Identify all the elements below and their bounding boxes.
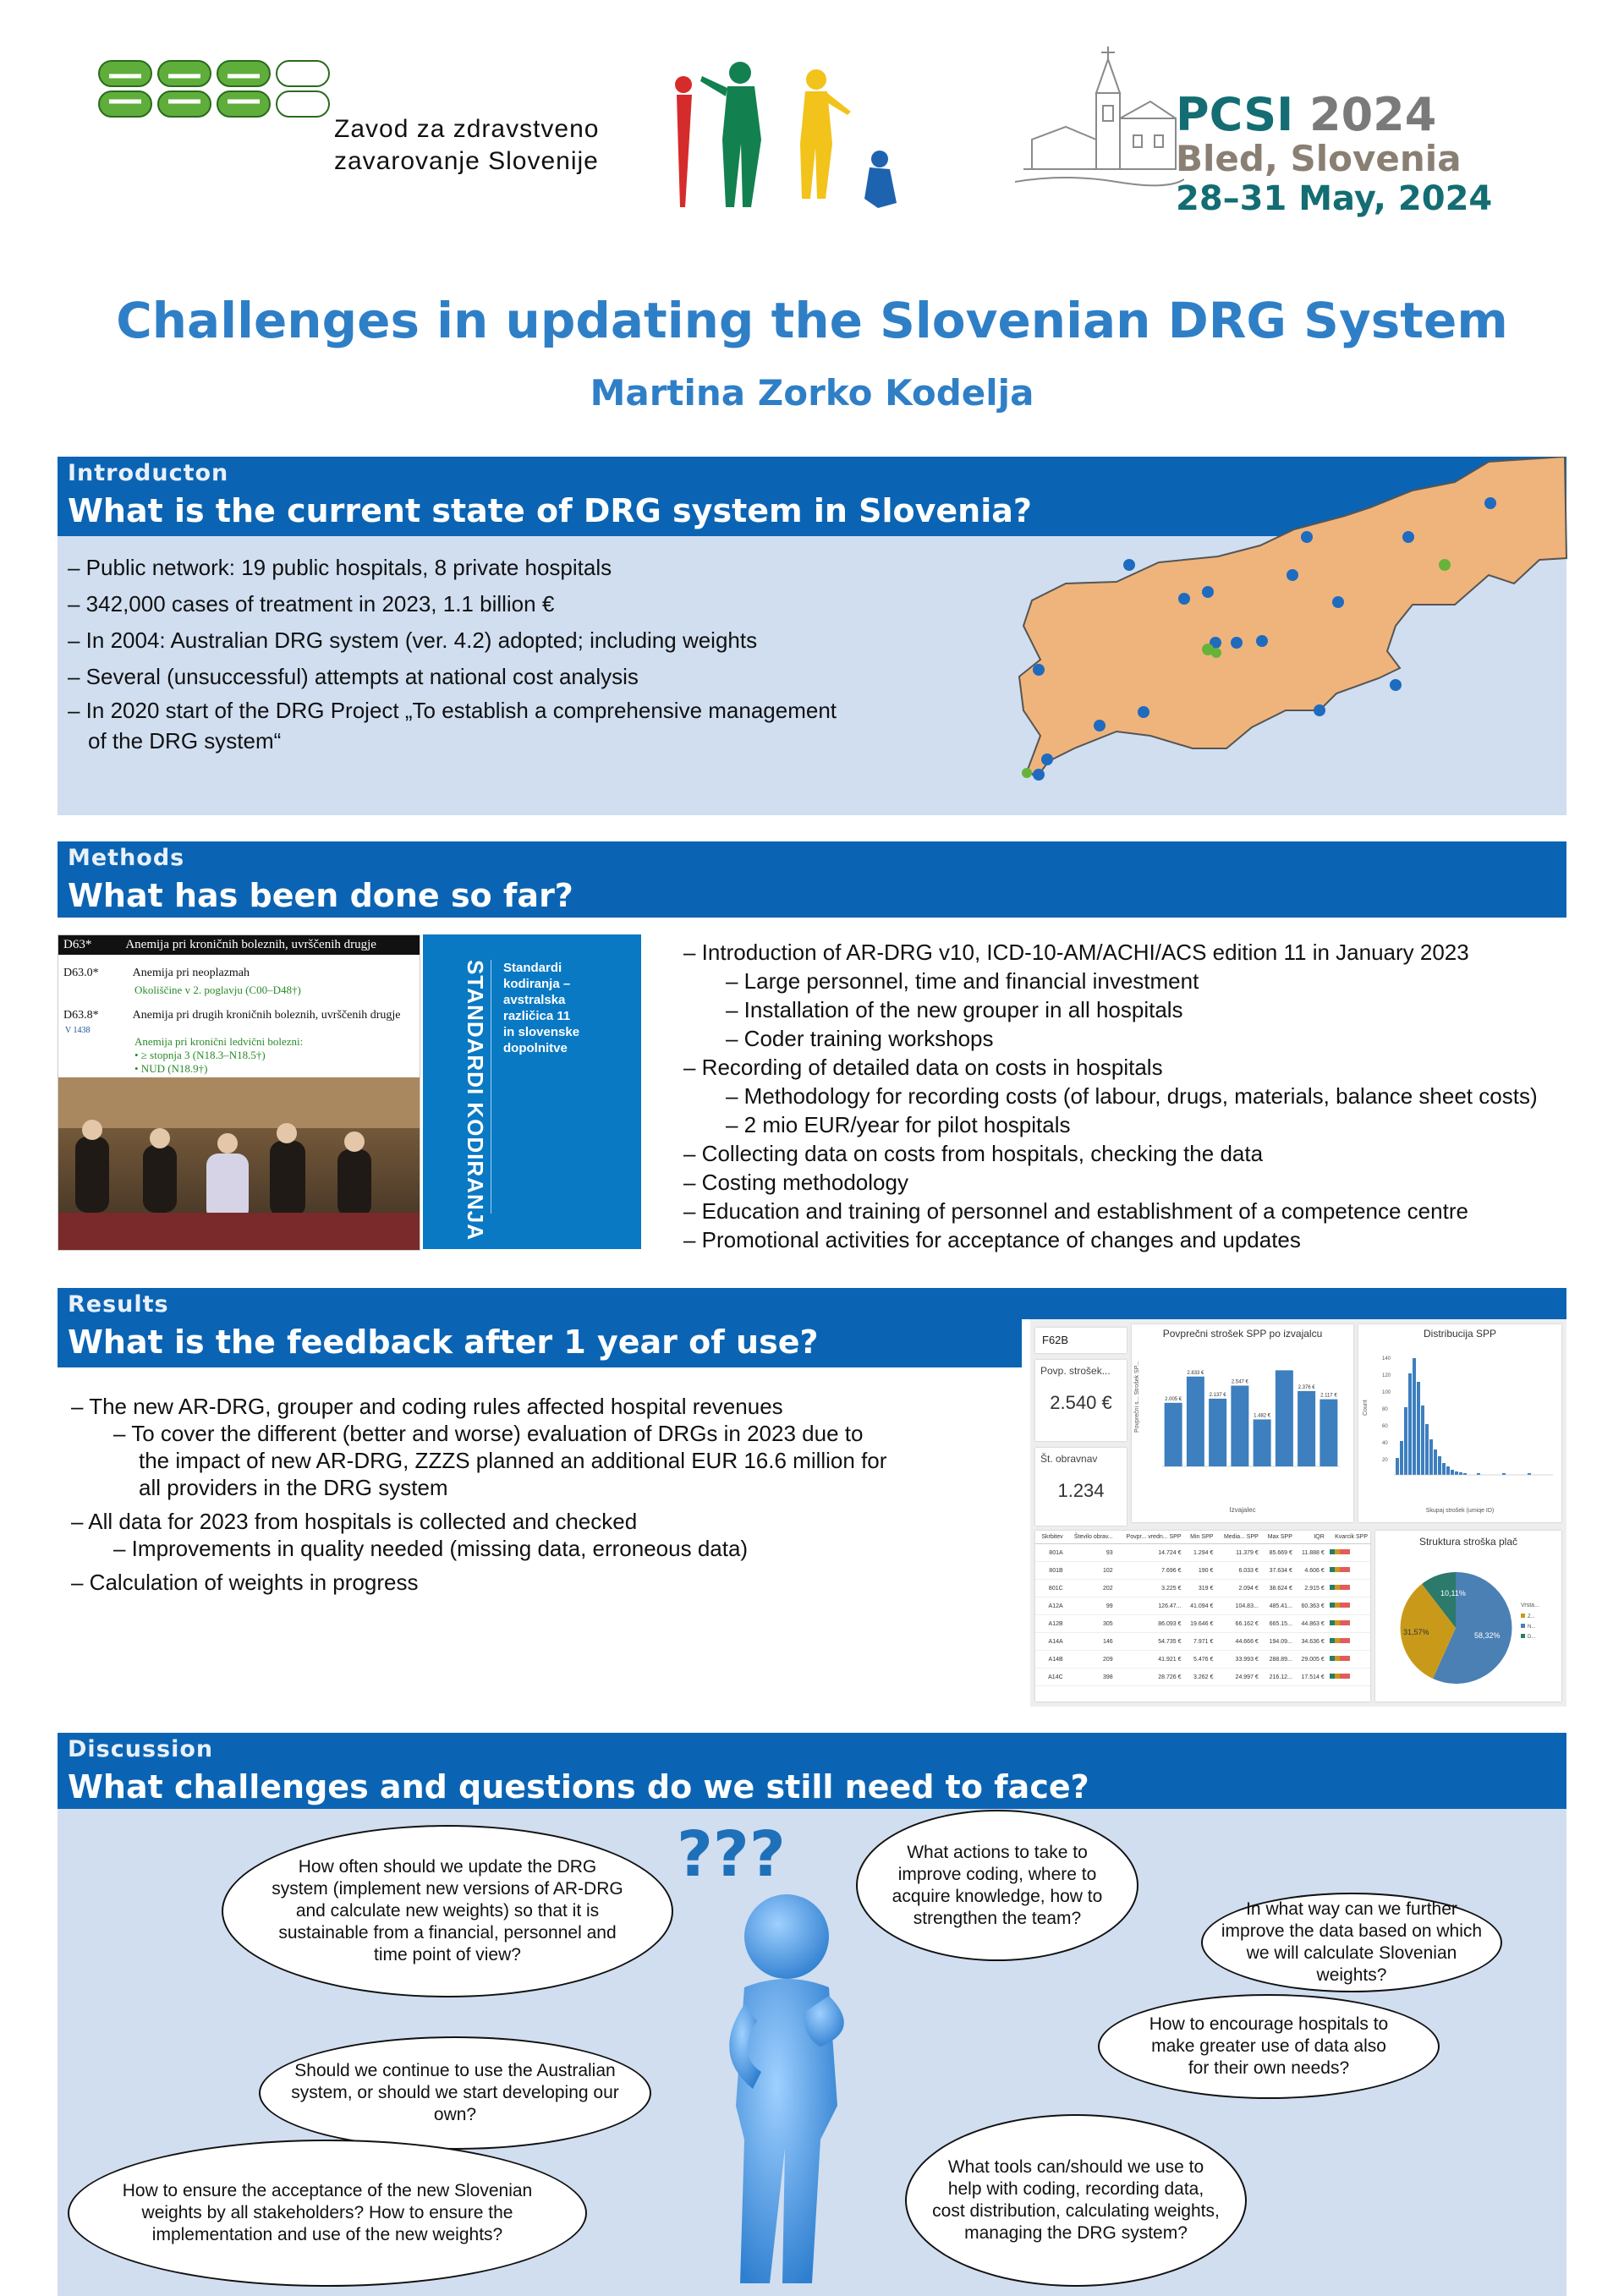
bar-value-label: 1.482 € <box>1254 1413 1271 1419</box>
quartile-bar <box>1327 1544 1370 1562</box>
pie-label: 10,11% <box>1440 1589 1466 1597</box>
results-bullet: – To cover the different (better and worse) evaluation of DRGs in 2023 due to <box>113 1421 864 1446</box>
table-cell: 4.606 € <box>1295 1562 1327 1580</box>
hist-ytick: 40 <box>1382 1441 1388 1446</box>
pie-chart <box>1375 1548 1561 1700</box>
img-code: D63.8* <box>63 1009 99 1022</box>
img-green: • ≥ stopnja 3 (N18.3–N18.5†) <box>134 1049 266 1061</box>
table-cell: 6.033 € <box>1215 1562 1260 1580</box>
table-cell: 3.225 € <box>1116 1580 1184 1597</box>
bar-chart-title: Povprečni strošek SPP po izvajalcu <box>1162 1328 1323 1340</box>
quartile-bar <box>1327 1633 1370 1651</box>
histogram-panel <box>1358 1324 1561 1522</box>
methods-bullets <box>683 938 1563 1254</box>
bubble-text: How to ensure the acceptance of the new Slovenian weights by all stakeholders? How to ensure the implementation and use of the new weights? <box>122 2181 533 2244</box>
table-cell: 3.262 € <box>1184 1669 1216 1686</box>
table-cell: 1.294 € <box>1184 1544 1216 1562</box>
table-cell: 41.921 € <box>1116 1651 1184 1669</box>
pie-label: 31,57% <box>1403 1628 1429 1636</box>
results-bullets <box>71 1393 1018 1596</box>
discussion-label: Discussion <box>68 1736 214 1762</box>
table-cell: 305 <box>1066 1615 1116 1633</box>
zzzs-logo <box>97 59 334 118</box>
table-cell: 37.634 € <box>1261 1562 1295 1580</box>
poster-author: Martina Zorko Kodelja <box>590 372 1034 414</box>
bar <box>1298 1391 1315 1466</box>
results-body <box>58 1367 1022 1714</box>
table-cell: 66.162 € <box>1215 1615 1260 1633</box>
intro-bullet: – In 2020 start of the DRG Project „To establish a comprehensive management <box>68 698 837 723</box>
results-header <box>58 1288 1022 1367</box>
pie-legend-item: D... <box>1528 1635 1536 1640</box>
table-cell: 485.41... <box>1261 1597 1295 1615</box>
methods-bullet: – Coder training workshops <box>726 1026 994 1051</box>
org-line2: zavarovanje Slovenije <box>334 147 599 175</box>
img-green: Anemija pri kronični ledvični bolezni: <box>134 1035 304 1048</box>
bar-xlabel: Izvajalec <box>1229 1506 1256 1514</box>
pie-legend-item: Z... <box>1528 1614 1535 1619</box>
table-cell: A12B <box>1035 1615 1066 1633</box>
table-cell: 44.863 € <box>1295 1615 1327 1633</box>
drg-code: F62B <box>1042 1334 1069 1346</box>
table-row <box>1035 1615 1370 1633</box>
table-cell: 2.915 € <box>1295 1580 1327 1597</box>
hist-ylabel: Count <box>1363 1400 1369 1416</box>
question-marks: ??? <box>677 1818 786 1891</box>
cover-subtitle <box>503 960 579 1056</box>
table-cell: 7.696 € <box>1116 1562 1184 1580</box>
results-label: Results <box>68 1291 169 1318</box>
bar <box>1276 1370 1293 1466</box>
histogram <box>1358 1340 1561 1517</box>
table-cell: 24.997 € <box>1215 1669 1260 1686</box>
methods-bullet: – Promotional activities for acceptance of changes and updates <box>683 1227 1301 1252</box>
intro-bullet: – Several (unsuccessful) attempts at national cost analysis <box>68 664 639 689</box>
results-bullet: – Calculation of weights in progress <box>71 1570 419 1595</box>
methods-label: Methods <box>68 845 185 871</box>
speech-bubble <box>1098 1994 1440 2099</box>
methods-bullet: – Methodology for recording costs (of labour, drugs, materials, balance sheet costs) <box>726 1083 1538 1109</box>
img-green: Okoliščine v 2. poglavju (C00–D48†) <box>134 984 301 996</box>
img-text: Anemija pri drugih kroničnih boleznih, uvrščenih drugje <box>132 1009 401 1022</box>
methods-header <box>58 841 1566 918</box>
table-cell: 99 <box>1066 1597 1116 1615</box>
results-bullet: – The new AR-DRG, grouper and coding rules affected hospital revenues <box>71 1394 783 1419</box>
kpi-value: 1.234 <box>1057 1480 1105 1501</box>
bar-value-label: 2.833 € <box>1187 1370 1204 1376</box>
pie-title: Struktura stroška plač <box>1418 1536 1518 1548</box>
quartile-bar <box>1327 1615 1370 1633</box>
table-cell: A14C <box>1035 1669 1066 1686</box>
quartile-bar <box>1327 1651 1370 1669</box>
table-row <box>1035 1651 1370 1669</box>
table-cell: 93 <box>1066 1544 1116 1562</box>
table-cell: 38.624 € <box>1261 1580 1295 1597</box>
table-cell: 216.12... <box>1261 1669 1295 1686</box>
bubble-text: In what way can we further improve the data based on which we will calculate Slovenian weights? <box>1221 1899 1483 1985</box>
methods-heading: What has been done so far? <box>68 877 573 914</box>
table-header-row <box>1035 1531 1370 1544</box>
bar <box>1209 1399 1226 1466</box>
intro-label: Introducton <box>68 460 229 486</box>
table-cell: 194.09... <box>1261 1633 1295 1651</box>
table-cell: A14B <box>1035 1651 1066 1669</box>
methods-bullet: – Introduction of AR-DRG v10, ICD-10-AM/ACHI/ACS edition 11 in January 2023 <box>683 940 1469 965</box>
table-cell: 33.993 € <box>1215 1651 1260 1669</box>
pie-legend-title: Vrsta... <box>1521 1603 1539 1608</box>
bar-ylabel: Povprečni s... Strošek SP... <box>1134 1361 1140 1433</box>
table-cell: 86.093 € <box>1116 1615 1184 1633</box>
hist-ytick: 100 <box>1382 1390 1391 1395</box>
speech-bubble <box>259 2036 651 2150</box>
thinking-figure <box>677 1886 897 2292</box>
kpi-avg-cost <box>1035 1360 1127 1441</box>
table-cell: 11.888 € <box>1295 1544 1327 1562</box>
conf-place: Bled, Slovenia <box>1176 138 1462 179</box>
table-cell: 85.669 € <box>1261 1544 1295 1562</box>
img-code: D63.0* <box>63 967 99 979</box>
table-cell: 44.666 € <box>1215 1633 1260 1651</box>
bubble-text: What tools can/should we use to help with coding, recording data, cost distribution, calculating weights, managing the DRG system? <box>932 2157 1220 2243</box>
table-row <box>1035 1633 1370 1651</box>
bubble-text: How to encourage hospitals to make greater use of data also for their own needs? <box>1149 2014 1389 2078</box>
hist-xlabel: Skupaj strošek (umiqe ID) <box>1425 1508 1495 1514</box>
methods-bullet: – Collecting data on costs from hospitals, checking the data <box>683 1141 1264 1166</box>
bar <box>1231 1385 1248 1466</box>
cover-subtitle-line: avstralska <box>503 993 566 1007</box>
speech-bubble <box>222 1825 673 1997</box>
methods-bullet: – Costing methodology <box>683 1170 908 1195</box>
pie-chart-panel <box>1375 1531 1561 1701</box>
cover-subtitle-line: Standardi <box>503 961 562 975</box>
bar-value-label: 2.376 € <box>1298 1384 1315 1390</box>
table-header-cell: Število obrav... <box>1066 1531 1116 1544</box>
bar-chart-panel <box>1132 1324 1353 1522</box>
table-cell: 288.89... <box>1261 1651 1295 1669</box>
workshop-photo <box>58 1077 420 1250</box>
table-cell: 54.735 € <box>1116 1633 1184 1651</box>
conference-info <box>1176 88 1493 218</box>
quartile-bar <box>1327 1562 1370 1580</box>
hist-ytick: 80 <box>1382 1407 1388 1412</box>
bar <box>1165 1403 1182 1466</box>
table-cell: 801C <box>1035 1580 1066 1597</box>
results-bullet: the impact of new AR-DRG, ZZZS planned an additional EUR 16.6 million for <box>139 1448 887 1473</box>
table-cell: 19.646 € <box>1184 1615 1216 1633</box>
intro-bullets <box>68 550 1023 756</box>
methods-bullet: – 2 mio EUR/year for pilot hospitals <box>726 1112 1071 1137</box>
table-cell: A14A <box>1035 1633 1066 1651</box>
table-row <box>1035 1580 1370 1597</box>
bubble-text: What actions to take to improve coding, where to acquire knowledge, how to strengthen the team? <box>892 1842 1103 1928</box>
table-cell: 41.094 € <box>1184 1597 1216 1615</box>
discussion-heading: What challenges and questions do we still need to face? <box>68 1768 1089 1806</box>
table-cell: 34.636 € <box>1295 1633 1327 1651</box>
intro-bullet: – 342,000 cases of treatment in 2023, 1.1 billion € <box>68 591 555 616</box>
table-cell: 319 € <box>1184 1580 1216 1597</box>
table-cell: 801B <box>1035 1562 1066 1580</box>
table-header-cell: IQR <box>1295 1531 1327 1544</box>
methods-bullet: – Installation of the new grouper in all hospitals <box>726 997 1183 1022</box>
results-header-strip <box>1022 1288 1566 1319</box>
org-name <box>334 113 599 178</box>
cover-vertical-title: STANDARDI KODIRANJA <box>463 960 488 1241</box>
poster-title: Challenges in updating the Slovenian DRG System <box>116 292 1508 349</box>
table-row <box>1035 1669 1370 1686</box>
table-header-cell: Skrbitev <box>1035 1531 1066 1544</box>
quartile-bar <box>1327 1580 1370 1597</box>
hist-ytick: 120 <box>1382 1373 1391 1378</box>
slovenia-map <box>1015 457 1573 815</box>
bar-value-label: 2.137 € <box>1209 1392 1226 1398</box>
kpi-cases <box>1035 1448 1127 1526</box>
img-text: Anemija pri neoplazmah <box>132 967 250 979</box>
histogram-title: Distribucija SPP <box>1423 1328 1497 1340</box>
table-cell: 146 <box>1066 1633 1116 1651</box>
quartile-bar <box>1327 1597 1370 1615</box>
hist-ytick: 140 <box>1382 1356 1391 1362</box>
table-header-cell: Min SPP <box>1184 1531 1216 1544</box>
table-header-cell: Kvarcik SPP <box>1327 1531 1370 1544</box>
bar <box>1320 1400 1337 1466</box>
table-cell: A12A <box>1035 1597 1066 1615</box>
results-bullet: all providers in the DRG system <box>139 1475 448 1500</box>
table-row <box>1035 1544 1370 1562</box>
cover-subtitle-line: dopolnitve <box>503 1041 568 1055</box>
table-cell: 7.971 € <box>1184 1633 1216 1651</box>
results-bullet: – All data for 2023 from hospitals is collected and checked <box>71 1509 638 1534</box>
methods-bullet: – Education and training of personnel and establishment of a competence centre <box>683 1198 1468 1224</box>
img-header-text: Anemija pri kroničnih boleznih, uvrščenih drugje <box>125 938 376 951</box>
coding-standards-cover <box>423 934 641 1249</box>
speech-bubble <box>68 2140 587 2287</box>
org-line1: Zavod za zdravstveno <box>334 115 600 143</box>
intro-bullet: of the DRG system“ <box>88 728 282 753</box>
intro-heading: What is the current state of DRG system in Slovenia? <box>68 492 1032 529</box>
table-cell: 60.363 € <box>1295 1597 1327 1615</box>
bar-value-label: 2.005 € <box>1165 1396 1182 1402</box>
table-row <box>1035 1597 1370 1615</box>
quartile-bar <box>1327 1669 1370 1686</box>
kpi-value: 2.540 € <box>1050 1392 1112 1413</box>
intro-bullet: – Public network: 19 public hospitals, 8 private hospitals <box>68 555 612 580</box>
discussion-header <box>58 1733 1566 1809</box>
table-cell: 202 <box>1066 1580 1116 1597</box>
conf-dates: 28–31 May, 2024 <box>1176 179 1493 218</box>
results-bullet: – Improvements in quality needed (missing data, erroneous data) <box>113 1536 749 1561</box>
table-cell: 2.094 € <box>1215 1580 1260 1597</box>
intro-bullet: – In 2004: Australian DRG system (ver. 4.2) adopted; including weights <box>68 627 758 653</box>
table-cell: 104.83... <box>1215 1597 1260 1615</box>
cover-subtitle-line: in slovenske <box>503 1025 580 1039</box>
drg-filter[interactable] <box>1035 1328 1127 1353</box>
bubble-text: How often should we update the DRG system (implement new versions of AR-DRG and calculate new weights) so that it is sustainable from a financial, personnel and time point of view? <box>272 1857 623 1964</box>
table-header-cell: Media... SPP <box>1215 1531 1260 1544</box>
dashboard <box>1030 1319 1566 1707</box>
conf-name: PCSI <box>1176 88 1294 141</box>
kpi-label: Povp. strošek... <box>1040 1365 1111 1377</box>
table-cell: 801A <box>1035 1544 1066 1562</box>
bar <box>1254 1419 1271 1466</box>
hist-ytick: 20 <box>1382 1458 1388 1463</box>
speech-bubble <box>856 1810 1138 1961</box>
coding-manual-image <box>58 934 420 1251</box>
bubble-text: Should we continue to use the Australian system, or should we start developing our own? <box>291 2061 619 2124</box>
pie-label: 58,32% <box>1474 1631 1501 1640</box>
bar-value-label: 2.547 € <box>1231 1379 1248 1385</box>
table-cell: 102 <box>1066 1562 1116 1580</box>
pie-legend-item: N... <box>1528 1625 1536 1630</box>
histogram-bars <box>1396 1358 1531 1475</box>
table-cell: 209 <box>1066 1651 1116 1669</box>
bled-church <box>1015 42 1184 199</box>
table-cell: 398 <box>1066 1669 1116 1686</box>
img-code: D63* <box>63 938 92 951</box>
table-cell: 5.476 € <box>1184 1651 1216 1669</box>
table-cell: 17.514 € <box>1295 1669 1327 1686</box>
table-cell: 126.47... <box>1116 1597 1184 1615</box>
table-header-cell: Povpr... vredn... SPP <box>1116 1531 1184 1544</box>
img-green: • NUD (N18.9†) <box>134 1062 208 1075</box>
cover-subtitle-line: različica 11 <box>503 1009 571 1023</box>
table-cell: 14.724 € <box>1116 1544 1184 1562</box>
cost-table <box>1035 1531 1370 1686</box>
bar <box>1187 1377 1204 1466</box>
table-cell: 665.15... <box>1261 1615 1295 1633</box>
hist-ytick: 60 <box>1382 1424 1388 1429</box>
conf-year: 2024 <box>1309 88 1437 141</box>
table-row <box>1035 1562 1370 1580</box>
table-cell: 11.379 € <box>1215 1544 1260 1562</box>
people-figures <box>651 59 922 216</box>
kpi-label: Št. obravnav <box>1040 1453 1098 1465</box>
table-cell: 28.726 € <box>1116 1669 1184 1686</box>
img-sub: V 1438 <box>65 1026 91 1035</box>
bar-value-label: 2.117 € <box>1320 1393 1337 1399</box>
table-header-cell: Max SPP <box>1261 1531 1295 1544</box>
table-cell: 29.005 € <box>1295 1651 1327 1669</box>
speech-bubble <box>905 2114 1247 2287</box>
table-cell: 190 € <box>1184 1562 1216 1580</box>
bar-chart <box>1132 1340 1353 1517</box>
cost-table-panel <box>1035 1531 1370 1701</box>
methods-bullet: – Large personnel, time and financial investment <box>726 968 1199 994</box>
methods-bullet: – Recording of detailed data on costs in hospitals <box>683 1055 1163 1080</box>
cover-subtitle-line: kodiranja – <box>503 977 571 991</box>
speech-bubble <box>1201 1893 1502 1992</box>
results-heading: What is the feedback after 1 year of use? <box>68 1323 819 1361</box>
